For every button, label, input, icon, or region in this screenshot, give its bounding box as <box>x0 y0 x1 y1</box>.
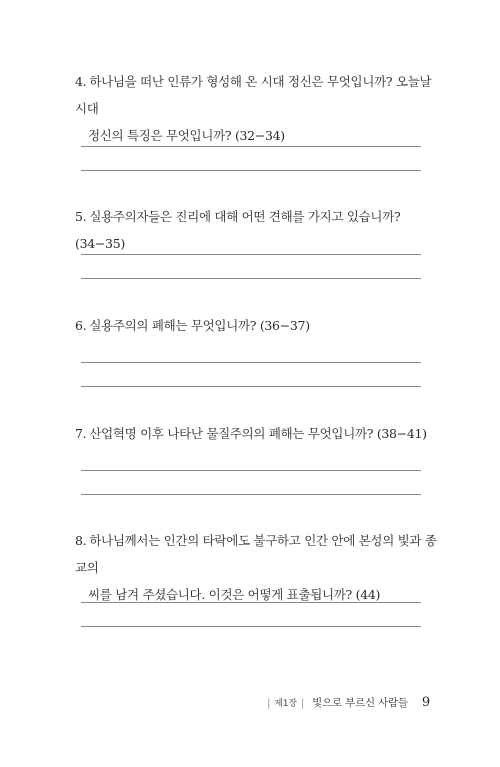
question-4 <box>75 68 445 149</box>
answer-line[interactable] <box>81 278 421 279</box>
question-8-line-1: 8. 하나님께서는 인간의 타락에도 불구하고 인간 안에 본성의 빛과 종교의 <box>75 533 437 575</box>
question-6-number: 6. <box>75 318 87 333</box>
question-4-line-1: 4. 하나님을 떠난 인류가 형성해 온 시대 정신은 무엇입니까? 오늘날 시대 <box>75 74 432 116</box>
question-5 <box>75 203 445 257</box>
question-7-line-1: 7. 산업혁명 이후 나타난 물질주의의 폐해는 무엇입니까? (38−41) <box>75 426 427 441</box>
question-4-number: 4. <box>75 74 87 89</box>
footer-book-title: 빛으로 부르신 사람들 <box>312 697 408 709</box>
footer-chapter: 제1장 <box>274 699 297 709</box>
answer-line[interactable] <box>81 146 421 147</box>
answer-line[interactable] <box>81 170 421 171</box>
answer-line[interactable] <box>81 362 421 363</box>
answer-line[interactable] <box>81 626 421 627</box>
question-6-line-1: 6. 실용주의의 폐해는 무엇입니까? (36−37) <box>75 318 310 333</box>
page-number: 9 <box>421 695 430 710</box>
answer-line[interactable] <box>81 470 421 471</box>
question-6 <box>75 312 445 339</box>
footer-divider: | <box>266 697 271 709</box>
page-footer <box>263 695 430 710</box>
question-7 <box>75 420 445 447</box>
question-7-number: 7. <box>75 426 87 441</box>
question-5-number: 5. <box>75 209 87 224</box>
question-5-line-1: 5. 실용주의자들은 진리에 대해 어떤 견해를 가지고 있습니까? (34−35) <box>75 209 401 251</box>
answer-line[interactable] <box>81 494 421 495</box>
question-8-number: 8. <box>75 533 87 548</box>
answer-line[interactable] <box>81 602 421 603</box>
question-8-line-2: 씨를 남겨 주셨습니다. 이것은 어떻게 표출됩니까? (44) <box>88 587 381 602</box>
question-8 <box>75 527 445 608</box>
answer-line[interactable] <box>81 386 421 387</box>
answer-line[interactable] <box>81 254 421 255</box>
question-4-line-2: 정신의 특징은 무엇입니까? (32−34) <box>88 128 285 143</box>
footer-divider: | <box>300 697 305 709</box>
